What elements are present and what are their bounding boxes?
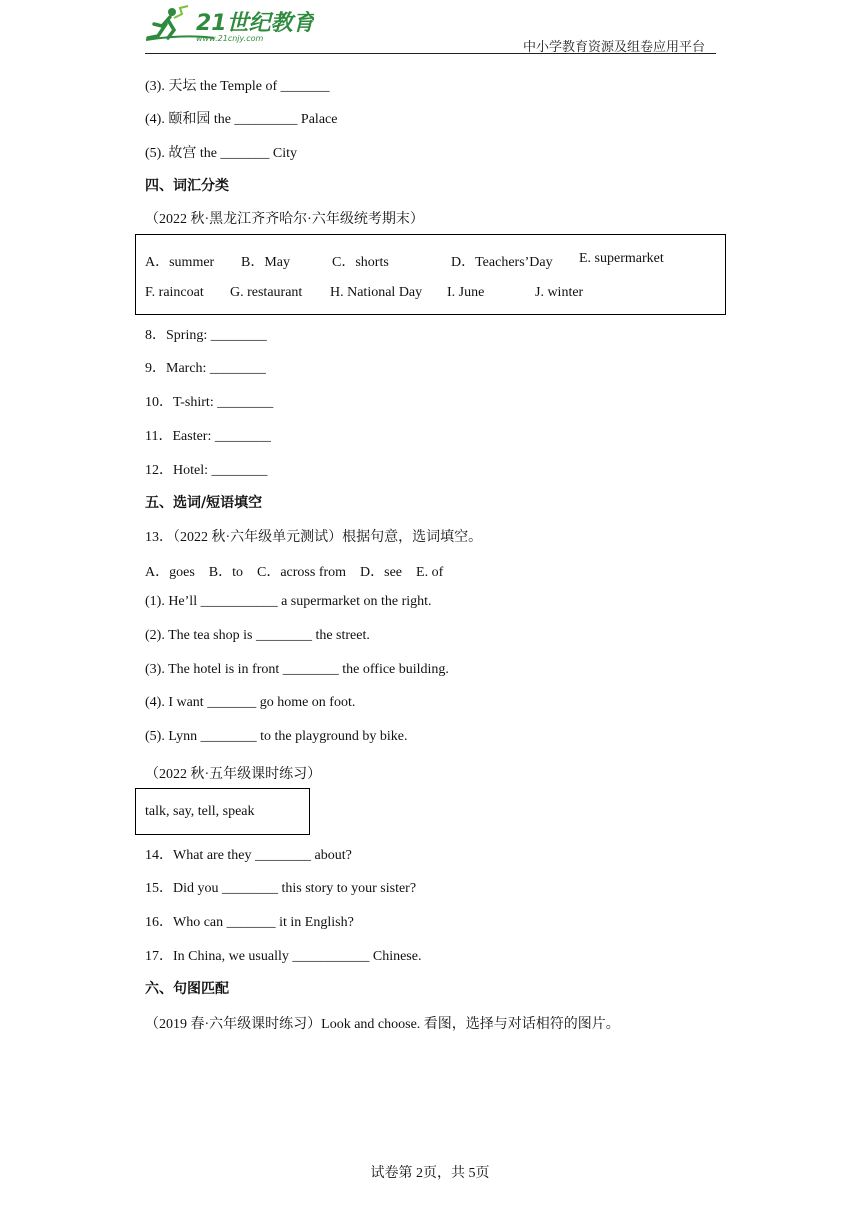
section-title: 六、句图匹配	[145, 981, 229, 997]
option-b: B．May	[241, 255, 290, 270]
word-box	[135, 788, 310, 835]
page-footer: 试卷第 2页，共 5页	[370, 1166, 490, 1181]
question-17: 17．In China, we usually ___________ Chinese.	[145, 949, 422, 964]
fill-line-5: (5). 故宫 the _______ City	[145, 146, 298, 161]
word-bank-box	[135, 234, 726, 315]
option-c: C．shorts	[332, 255, 389, 270]
svg-text:www.21cnjy.com: www.21cnjy.com	[196, 34, 264, 43]
option-j: J. winter	[535, 285, 584, 300]
sub-question-4: (4). I want _______ go home on foot.	[145, 695, 356, 710]
option-i: I. June	[447, 285, 485, 300]
sub-question-1: (1). He’ll ___________ a supermarket on the right.	[145, 594, 432, 609]
word-box-text: talk, say, tell, speak	[145, 804, 255, 819]
fill-line-4: (4). 颐和园 the _________ Palace	[145, 112, 338, 127]
option-f: F. raincoat	[145, 285, 204, 300]
sub-question-5: (5). Lynn ________ to the playground by bike.	[145, 729, 408, 744]
question-13: 13．（2022 秋·六年级单元测试）根据句意，选词填空。	[145, 530, 483, 545]
svg-text:21世纪教育: 21世纪教育	[196, 11, 314, 36]
question-9: 9．March: ________	[145, 361, 266, 376]
option-g: G. restaurant	[230, 285, 303, 300]
option-d: D．Teachers’Day	[451, 255, 553, 270]
options-line: A．goes B．to C．across from D．see E. of	[145, 565, 444, 580]
logo-graphic	[144, 4, 314, 44]
section-title: 四、词汇分类	[145, 178, 229, 194]
question-12: 12．Hotel: ________	[145, 463, 268, 478]
option-h: H. National Day	[330, 285, 423, 300]
question-16: 16．Who can _______ it in English?	[145, 915, 354, 930]
question-10: 10．T-shirt: ________	[145, 395, 274, 410]
sub-question-2: (2). The tea shop is ________ the street.	[145, 628, 370, 643]
site-logo	[144, 4, 314, 44]
question-15: 15．Did you ________ this story to your sister?	[145, 881, 417, 896]
option-e: E. supermarket	[579, 251, 664, 266]
question-source: （2022 秋·五年级课时练习）	[145, 767, 322, 782]
question-source: （2022 秋·黑龙江齐齐哈尔·六年级统考期末）	[145, 212, 424, 227]
sub-question-3: (3). The hotel is in front ________ the office building.	[145, 662, 449, 677]
question-source: （2019 春·六年级课时练习）Look and choose. 看图，选择与对话相符的图片。	[145, 1017, 620, 1032]
fill-line-3: (3). 天坛 the Temple of _______	[145, 79, 330, 94]
question-8: 8．Spring: ________	[145, 328, 267, 343]
header-rule	[145, 53, 716, 54]
platform-label: 中小学教育资源及组卷应用平台	[523, 39, 706, 54]
option-a: A．summer	[145, 255, 215, 270]
section-title: 五、选词/短语填空	[145, 495, 263, 511]
question-11: 11．Easter: ________	[145, 429, 271, 444]
question-14: 14．What are they ________ about?	[145, 848, 352, 863]
